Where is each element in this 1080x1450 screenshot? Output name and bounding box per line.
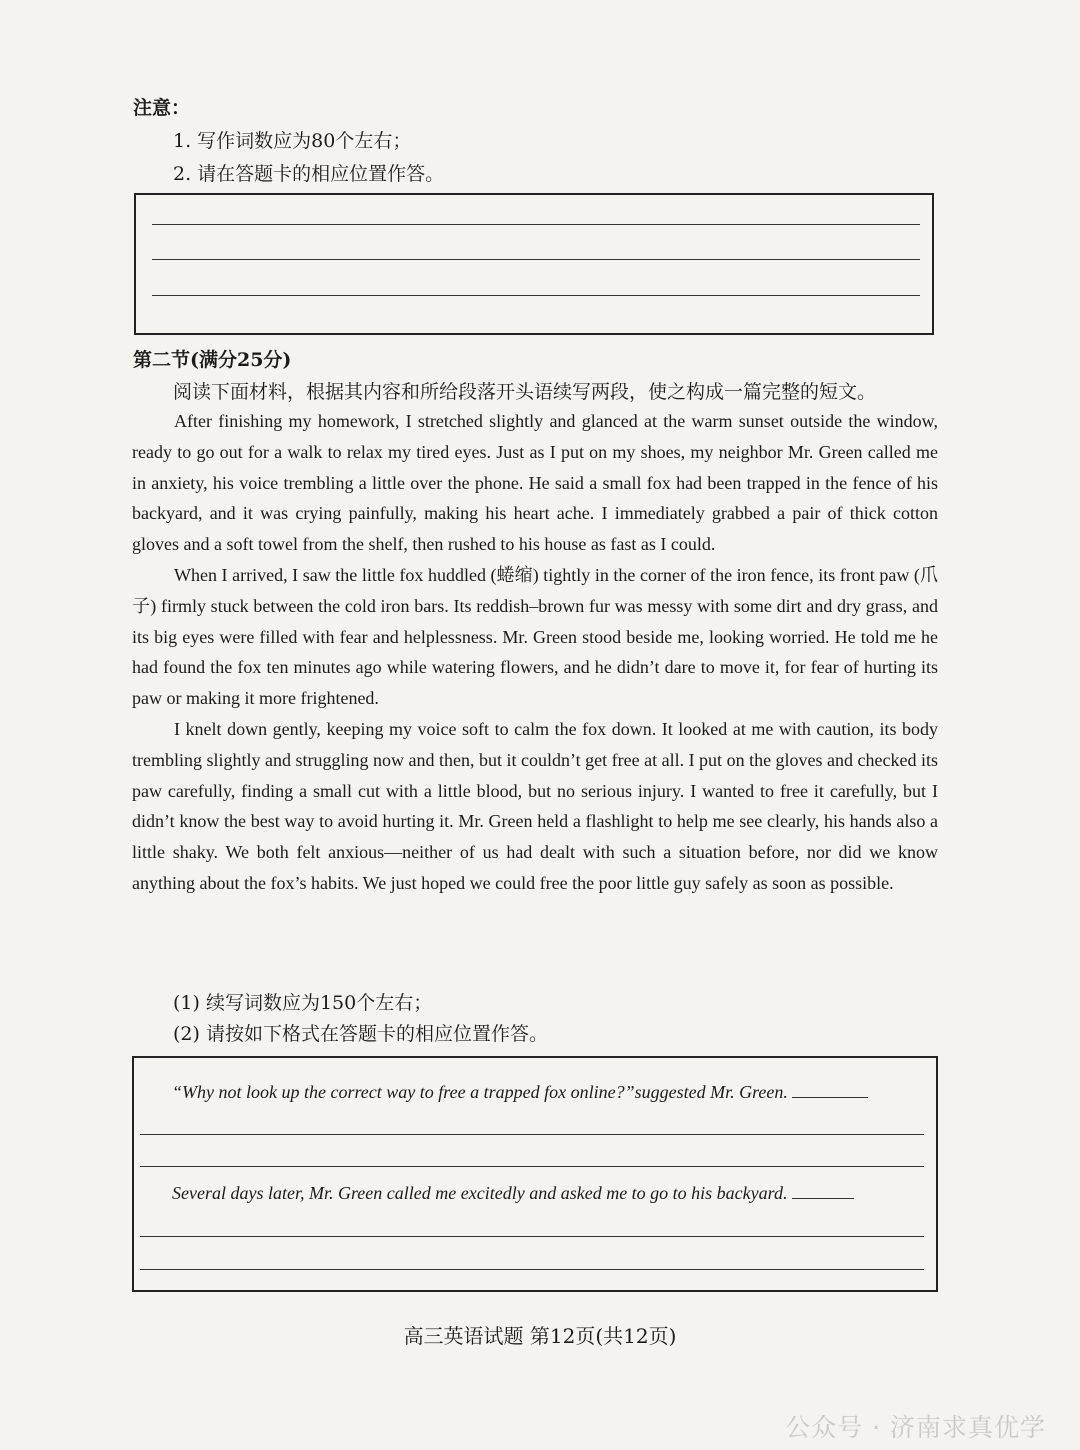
blank-line xyxy=(792,1186,854,1199)
answer-line xyxy=(140,1166,924,1167)
passage-paragraph: I knelt down gently, keeping my voice soft to calm the fox down. It looked at me with caution, its body trembling slightly and struggling now and then, but it couldn’t get free at all. I put on the gloves and checked its paw carefully, finding a small cut with a little blood, but no serious injury. I wanted to free it carefully, but I didn’t know the best way to avoid hurting it. Mr. Green held a flashlight to help me see clearly, his hands also a little shaky. We both felt anxious—neither of us had dealt with such a situation before, nor did we know anything about the fox’s habits. We just hoped we could free the poor little guy safely as soon as possible. xyxy=(132,718,939,893)
continuation-answer-box xyxy=(132,1056,938,1292)
answer-line xyxy=(152,224,920,225)
prompt-text: “Why not look up the correct way to free a trapped fox online?”suggested Mr. Green. xyxy=(172,1082,788,1102)
passage-paragraph: When I arrived, I saw the little fox huddled (蜷缩) tightly in the corner of the iron fence, its front paw (爪子) firmly stuck between the cold iron bars. Its reddish–brown fur was messy with some dirt and dry grass, and its big eyes were filled with fear and helplessness. Mr. Green stood beside me, looking worried. He told me he had found the fox ten minutes ago while watering flowers, and he didn’t dare to move it, for fear of hurting its paw or making it more frightened. xyxy=(132,564,938,709)
requirement-item: (1) 续写词数应为150个左右； xyxy=(173,992,433,1014)
answer-line xyxy=(140,1134,924,1135)
reading-passage xyxy=(132,406,938,899)
note-item: 2. 请在答题卡的相应位置作答。 xyxy=(173,163,445,185)
notes-title: 注意： xyxy=(133,97,191,119)
page-footer: 高三英语试题 第12页(共12页) xyxy=(403,1324,677,1348)
requirements xyxy=(173,988,548,1050)
paragraph-prompt xyxy=(172,1082,868,1103)
answer-line xyxy=(140,1269,924,1270)
section-instruction: 阅读下面材料，根据其内容和所给段落开头语续写两段，使之构成一篇完整的短文。 xyxy=(173,381,877,403)
notes-section xyxy=(133,92,444,191)
prompt-text: Several days later, Mr. Green called me excitedly and asked me to go to his backyard. xyxy=(172,1183,788,1203)
passage-paragraph: After finishing my homework, I stretched slightly and glanced at the warm sunset outside the window, ready to go out for a walk to relax my tired eyes. Just as I put on my shoes, my neighbor Mr. Green called me in anxiety, his voice trembling a little over the phone. He said a small fox had been trapped in the fence of his backyard, and it was crying painfully, making his heart ache. I immediately grabbed a pair of thick cotton gloves and a soft towel from the shelf, then rushed to his house as fast as I could. xyxy=(132,411,938,555)
answer-line xyxy=(140,1236,924,1237)
note-item: 1. 写作词数应为80个左右； xyxy=(173,130,412,152)
answer-line xyxy=(152,295,920,296)
watermark: 公众号 · 济南求真优学 xyxy=(785,1413,1046,1442)
answer-line xyxy=(152,259,920,260)
section-title: 第二节(满分25分) xyxy=(133,349,292,371)
paragraph-prompt xyxy=(172,1183,854,1204)
writing-answer-box xyxy=(134,193,934,335)
blank-line xyxy=(792,1085,868,1098)
requirement-item: (2) 请按如下格式在答题卡的相应位置作答。 xyxy=(173,1023,548,1045)
